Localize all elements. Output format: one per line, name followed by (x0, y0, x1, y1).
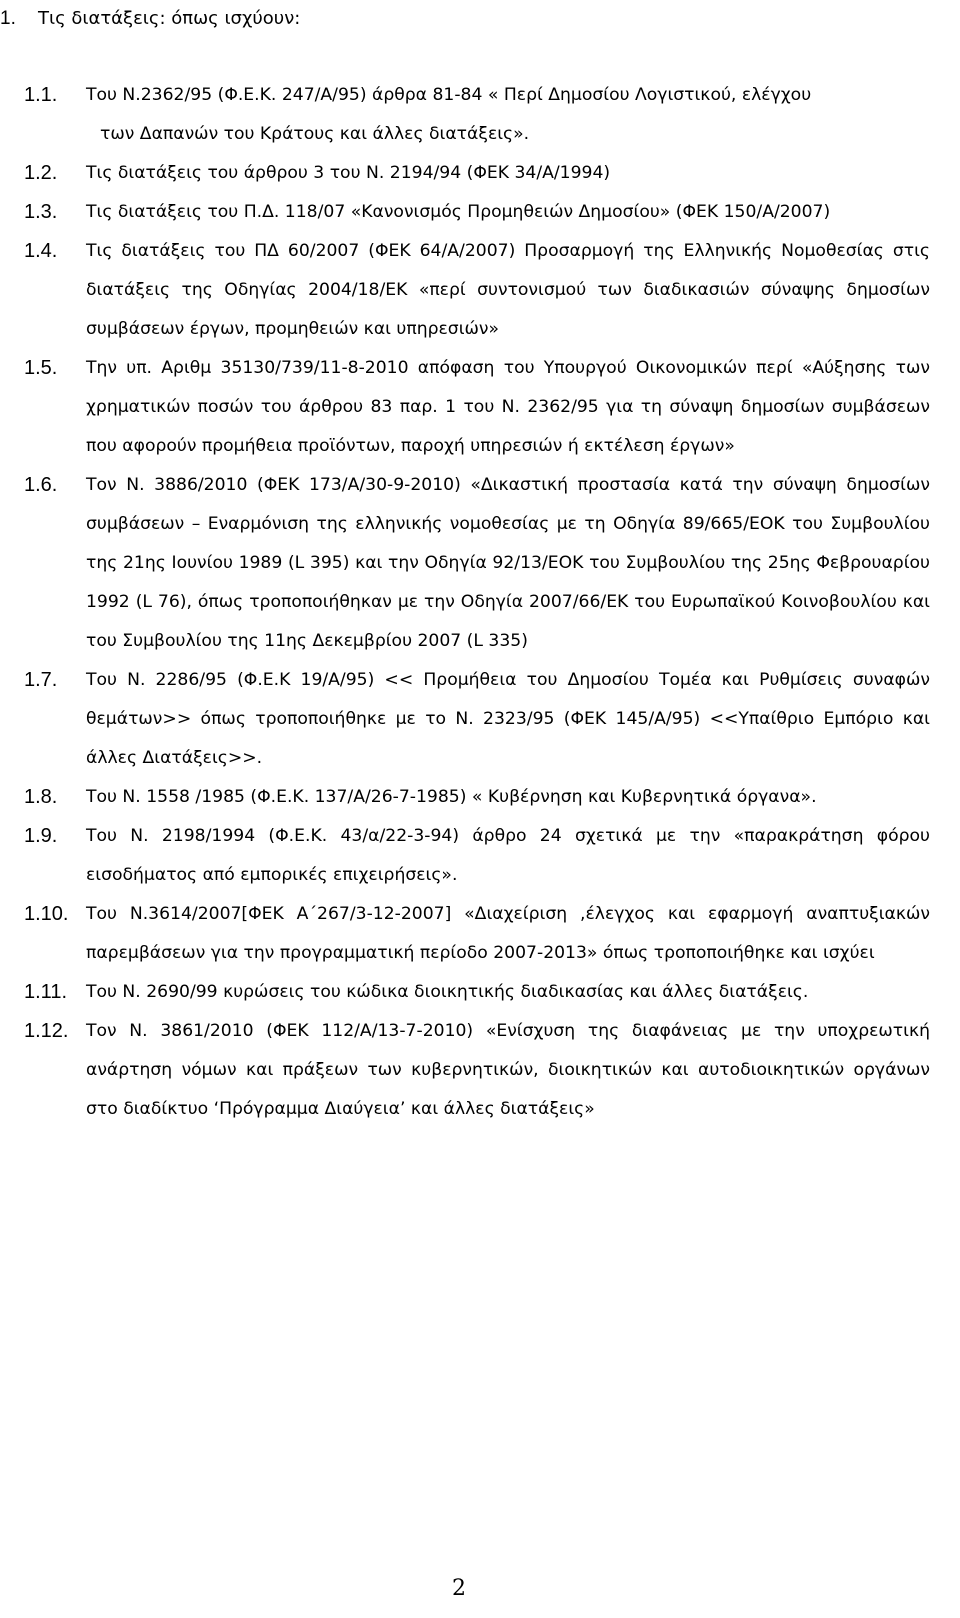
list-item-text: Του Ν. 2198/1994 (Φ.Ε.Κ. 43/α/22-3-94) άρθρο 24 σχετικά με την «παρακράτηση φόρου εισοδήματος από εμπορικές επιχειρήσεις». (86, 826, 930, 885)
list-item-text: Τον Ν. 3861/2010 (ΦΕΚ 112/Α/13-7-2010) «Ενίσχυση της διαφάνειας με την υποχρεωτική ανάρτηση νόμων και πράξεων των κυβερνητικών, διοικητικών και αυτοδιοικητικών οργάνων στο διαδίκτυο ‘Πρόγραμμα Διαύγεια’ και άλλες διατάξεις» (86, 1021, 930, 1119)
list-item-number: 1.1. (24, 84, 58, 106)
list-item-text (86, 76, 930, 154)
list-item-text: Τις διατάξεις του άρθρου 3 του Ν. 2194/94 (ΦΕΚ 34/Α/1994) (86, 163, 611, 183)
list-item (24, 349, 930, 466)
list-item-number: 1.12. (24, 1020, 69, 1042)
list-item-number: 1.5. (24, 357, 58, 379)
list-item (24, 193, 930, 232)
list-item-number: 1.9. (24, 825, 58, 847)
list-item (24, 1012, 930, 1129)
list-item-text: Τον Ν. 3886/2010 (ΦΕΚ 173/Α/30-9-2010) «Δικαστική προστασία κατά την σύναψη δημοσίων συμβάσεων – Εναρμόνιση της ελληνικής νομοθεσίας με τη Οδηγία 89/665/ΕΟΚ του Συμβουλίου της 21ης Ιουνίου 1989 (L 395) και την Οδηγία 92/13/ΕΟΚ του Συμβουλίου της 25ης Φεβρουαρίου 1992 (L 76), όπως τροποποιήθηκαν με την Οδηγία 2007/66/ΕΚ του Ευρωπαϊκού Κοινοβουλίου και του Συμβουλίου της 11ης Δεκεμβρίου 2007 (L 335) (86, 475, 930, 651)
list-item-text: Τις διατάξεις του Π.Δ. 118/07 «Κανονισμός Προμηθειών Δημοσίου» (ΦΕΚ 150/Α/2007) (86, 202, 831, 222)
list-item (24, 817, 930, 895)
list-item-text: Του Ν. 2690/99 κυρώσεις του κώδικα διοικητικής διαδικασίας και άλλες διατάξεις. (86, 982, 809, 1002)
page-number: 2 (452, 1576, 466, 1601)
provisions-list (24, 76, 930, 1129)
section-heading-number: 1. (0, 8, 16, 29)
list-item (24, 895, 930, 973)
list-item-text: Του Ν. 2286/95 (Φ.Ε.Κ 19/Α/95) << Προμήθεια του Δημοσίου Τομέα και Ρυθμίσεις συναφών θεμάτων>> όπως τροποποιήθηκε με το Ν. 2323/95 (ΦΕΚ 145/Α/95) <<Υπαίθριο Εμπόριο και άλλες Διατάξεις>>. (86, 670, 930, 768)
list-item (24, 973, 930, 1012)
list-item-number: 1.6. (24, 474, 58, 496)
list-item (24, 154, 930, 193)
list-item (24, 76, 930, 154)
list-item-number: 1.7. (24, 669, 58, 691)
list-item (24, 466, 930, 661)
section-heading-text: Τις διατάξεις: όπως ισχύουν: (38, 8, 301, 29)
list-item-number: 1.4. (24, 240, 58, 262)
list-item (24, 661, 930, 778)
list-item-text: Την υπ. Αριθμ 35130/739/11-8-2010 απόφαση του Υπουργού Οικονομικών περί «Αύξησης των χρηματικών ποσών του άρθρου 83 παρ. 1 του Ν. 2362/95 για τη σύναψη δημοσίων συμβάσεων που αφορούν προμήθεια προϊόντων, παροχή υπηρεσιών ή εκτέλεση έργων» (86, 358, 930, 456)
list-item-number: 1.11. (24, 981, 67, 1003)
list-item-text: Τις διατάξεις του ΠΔ 60/2007 (ΦΕΚ 64/Α/2007) Προσαρμογή της Ελληνικής Νομοθεσίας στις διατάξεις της Οδηγίας 2004/18/ΕΚ «περί συντονισμού των διαδικασιών σύναψης δημοσίων συμβάσεων έργων, προμηθειών και υπηρεσιών» (86, 241, 930, 339)
list-item (24, 778, 930, 817)
list-item-number: 1.2. (24, 162, 58, 184)
list-item-number: 1.10. (24, 903, 69, 925)
list-item (24, 232, 930, 349)
list-item-text: Του Ν.3614/2007[ΦΕΚ Α΄267/3-12-2007] «Διαχείριση ,έλεγχος και εφαρμογή αναπτυξιακών παρεμβάσεων για την προγραμματική περίοδο 2007-2013» όπως τροποποιήθηκε και ισχύει (86, 904, 930, 963)
list-item-text-continuation: των Δαπανών του Κράτους και άλλες διατάξεις». (100, 124, 530, 144)
list-item-number: 1.8. (24, 786, 58, 808)
section-heading (0, 4, 300, 34)
list-item-text-first-line: Του Ν.2362/95 (Φ.Ε.Κ. 247/Α/95) άρθρα 81-84 « Περί Δημοσίου Λογιστικού, ελέγχου (86, 85, 812, 105)
list-item-text: Του Ν. 1558 /1985 (Φ.Ε.Κ. 137/Α/26-7-1985) « Κυβέρνηση και Κυβερνητικά όργανα». (86, 787, 817, 807)
list-item-number: 1.3. (24, 201, 58, 223)
